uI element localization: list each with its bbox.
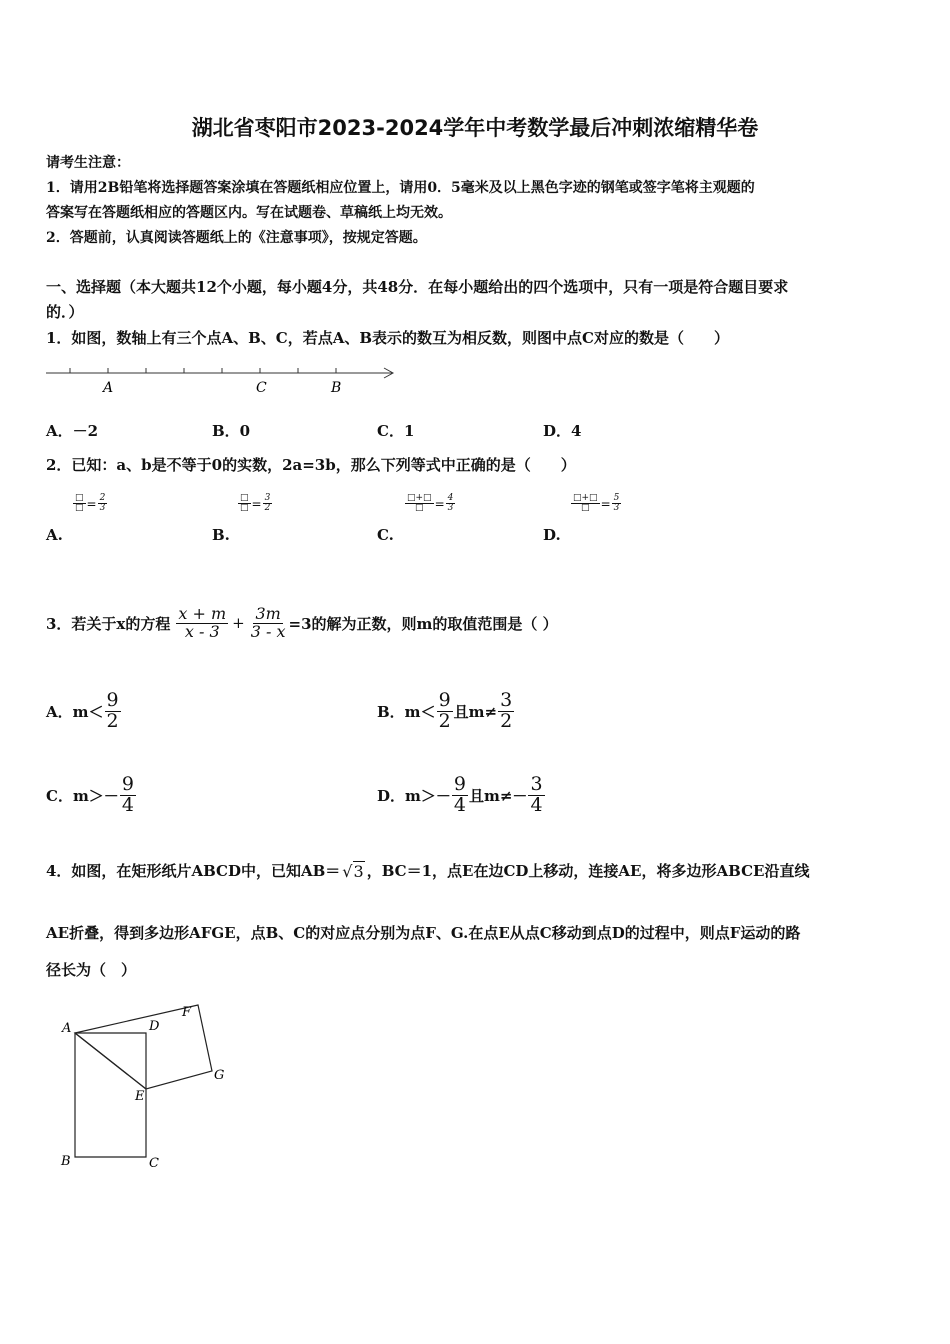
q2-option-a-letter: A. [46,526,63,544]
q2-option-b-letter: B. [212,526,230,544]
notice-heading: 请考生注意： [46,155,130,171]
notice-line-3: 2．答题前，认真阅读答题纸上的《注意事项》，按规定答题。 [46,230,427,246]
q1-option-c: C．1 [377,422,415,440]
q3-option-b: B．m＜ $\frac{9}{2}$ 且m≠ $\frac{3}{2}$ [377,689,513,732]
q4-rectangle-fold-figure [55,1000,245,1180]
notice-line-1: 1．请用2B铅笔将选择题答案涂填在答题纸相应位置上，请用0．5毫米及以上黑色字迹的钢笔或签字笔将主观题的 [46,180,755,196]
label-c: C [149,1156,159,1171]
q3-option-d: D．m＞－ $\frac{9}{4}$ 且m≠－ $\frac{3}{4}$ [377,773,543,816]
section-heading-line-2: 的．） [46,303,84,321]
q2-option-a-formula: $\frac{□}{□}$ = $\frac{2}{3}$ [75,492,106,513]
q3-fraction-1: $\frac{x + m}{x - 3}$ [178,604,227,641]
q1-point-b-label: B [331,380,342,396]
section-heading-line-1: 一、选择题（本大题共12个小题，每小题4分，共48分．在每小题给出的四个选项中，只有一项是符合题目要求 [46,278,789,296]
notice-line-2: 答案写在答题纸相应的答题区内。写在试题卷、草稿纸上均无效。 [46,205,452,221]
q2-option-d-letter: D. [543,526,561,544]
q4-line-1: 4．如图，在矩形纸片ABCD中，已知AB＝ √3 ，BC＝1，点E在边CD上移动，连接AE，将多边形ABCE沿直线 [46,862,810,881]
label-g: G [214,1068,225,1083]
label-e: E [135,1089,145,1104]
page-title: 湖北省枣阳市2023-2024学年中考数学最后冲刺浓缩精华卷 [191,116,759,140]
q4-sqrt: √3 [342,862,364,881]
q3-option-c: C．m＞－ $\frac{9}{4}$ [46,773,134,816]
q3-option-a: A．m＜ $\frac{9}{2}$ [46,689,119,732]
q2-option-d-formula: $\frac{□+□}{□}$ = $\frac{5}{3}$ [573,492,620,513]
q1-option-d: D．4 [543,422,582,440]
q2-option-c-letter: C. [377,526,394,544]
label-d: D [149,1019,160,1034]
q4-line-2: AE折叠，得到多边形AFGE，点B、C的对应点分别为点F、G.在点E从点C移动到点D的过程中，则点F运动的路 [46,924,801,942]
q2-option-b-formula: $\frac{□}{□}$ = $\frac{3}{2}$ [240,492,271,513]
q3-stem: 3．若关于x的方程 $\frac{x + m}{x - 3}$ + $\frac{3m}{3 - x}$ =3的解为正数，则m的取值范围是（ ） [46,604,558,641]
q4-line-3: 径长为（ ） [46,961,137,979]
q1-number-line [40,362,400,402]
label-f: F [182,1005,192,1020]
q3-fraction-2: $\frac{3m}{3 - x}$ [250,604,286,641]
q1-stem: 1．如图，数轴上有三个点A、B、C，若点A、B表示的数互为相反数，则图中点C对应的数是（ ） [46,329,729,347]
q2-option-c-formula: $\frac{□+□}{□}$ = $\frac{4}{3}$ [407,492,454,513]
q2-stem: 2．已知：a、b是不等于0的实数，2a=3b，那么下列等式中正确的是（ ） [46,456,576,474]
q1-option-b: B．0 [212,422,251,440]
number-line-ticks [70,368,336,373]
polygon-afge [75,1005,212,1089]
q1-point-c-label: C [256,380,267,396]
label-a: A [62,1021,72,1036]
label-b: B [61,1154,71,1169]
q1-point-a-label: A [103,380,114,396]
q1-option-a: A．－2 [46,422,99,440]
